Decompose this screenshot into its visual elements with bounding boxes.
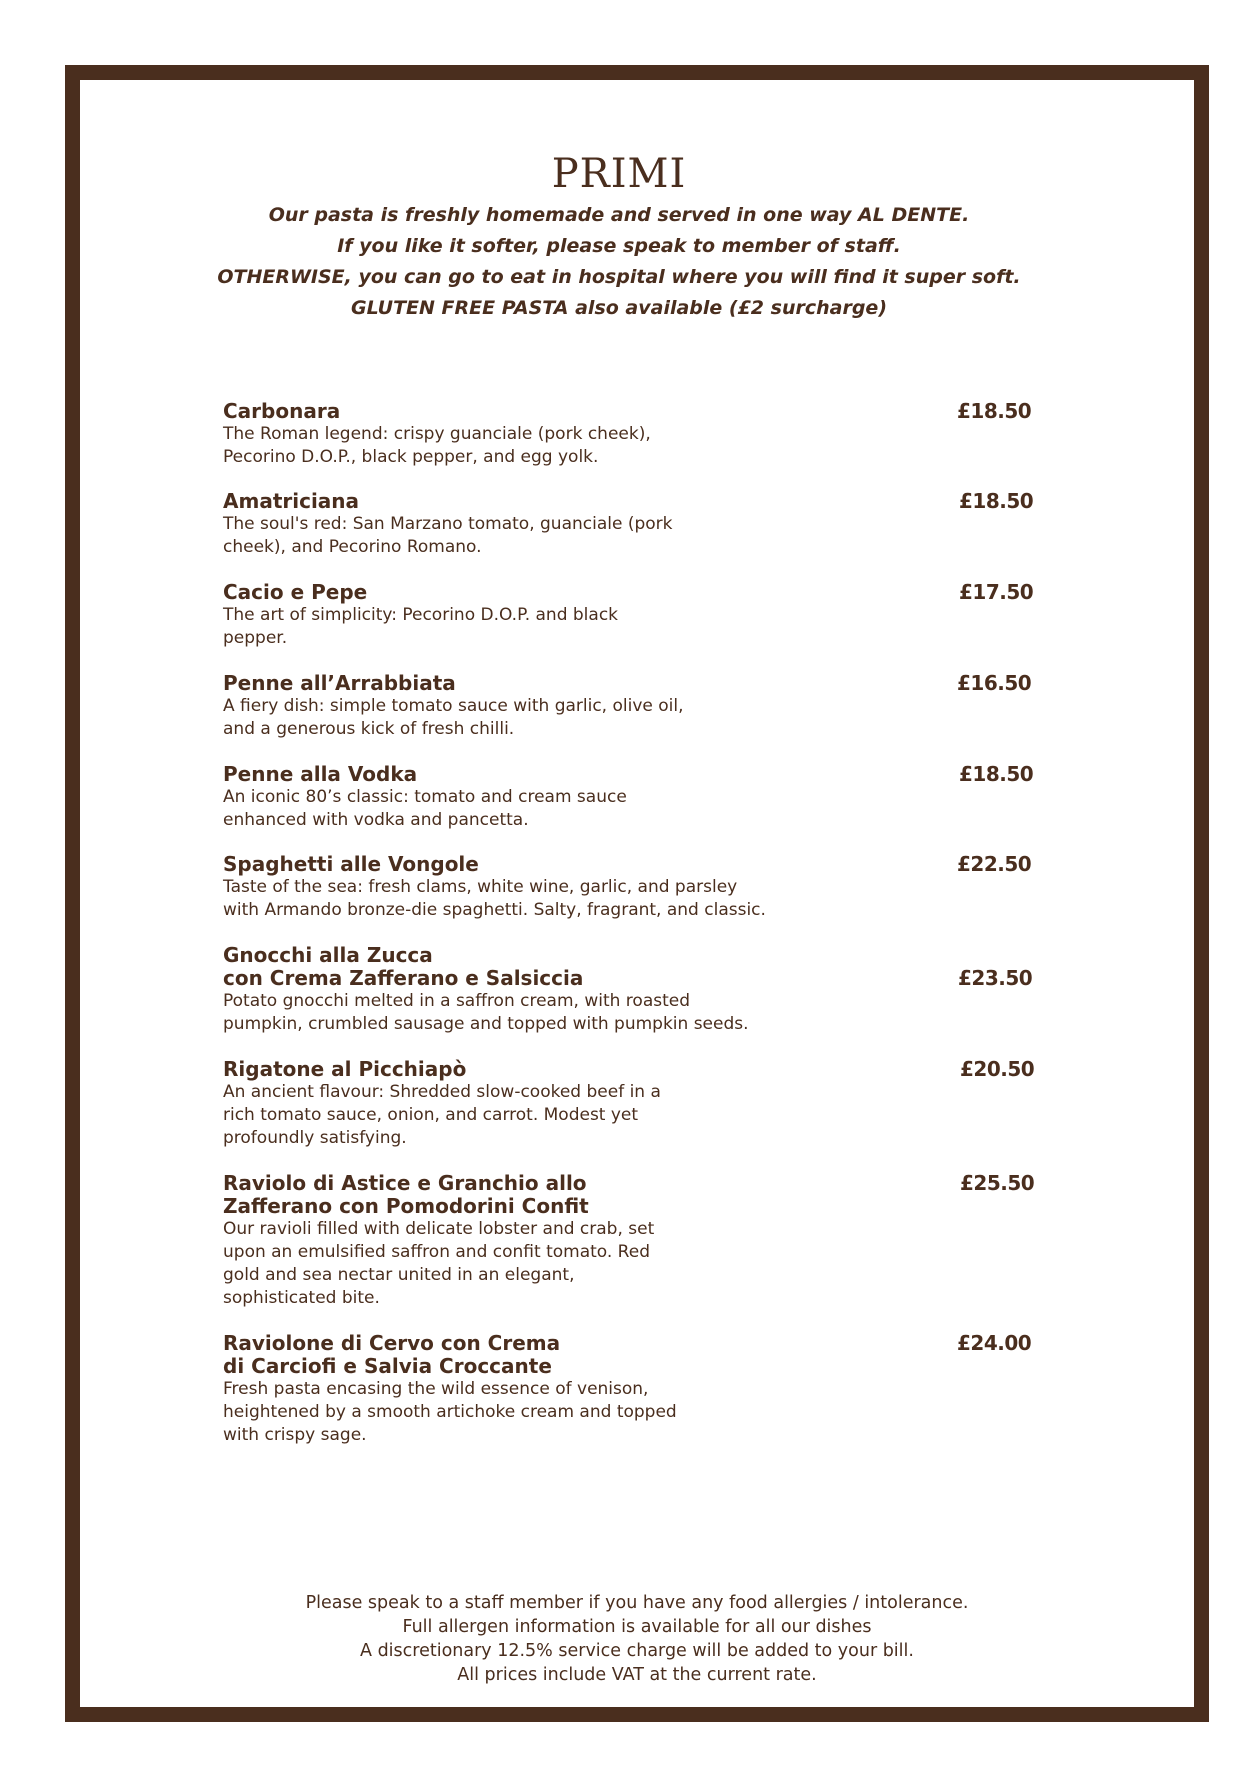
item-name-line: con Crema Zafferano e Salsiccia <box>223 966 584 990</box>
intro-line: GLUTEN FREE PASTA also available (£2 surcharge) <box>351 297 887 319</box>
item-name-line: Zafferano con Pomodorini Confit <box>223 1194 589 1218</box>
menu-item-raviolo-astice <box>223 1172 1023 1310</box>
item-price: £18.50 <box>959 489 1034 513</box>
item-description-line: with crispy sage. <box>223 1425 367 1445</box>
item-description-line: upon an emulsified saffron and confit tomato. Red <box>223 1242 650 1262</box>
item-description <box>223 1378 1023 1447</box>
item-description-line: Fresh pasta encasing the wild essence of venison, <box>223 1379 649 1399</box>
item-description-line: Our ravioli filled with delicate lobster and crab, set <box>223 1219 655 1239</box>
item-price: £16.50 <box>957 671 1032 695</box>
footer-allergy-note: Please speak to a staff member if you have any food allergies / intolerance. <box>305 1593 969 1613</box>
item-description <box>223 423 1023 469</box>
item-name-line: Penne alla Vodka <box>223 762 418 786</box>
item-price: £25.50 <box>960 1171 1035 1195</box>
item-description <box>223 695 1023 741</box>
item-name-line: Raviolone di Cervo con Crema <box>223 1331 561 1355</box>
item-description <box>223 1081 1023 1150</box>
footer-allergen-info: Full allergen information is available for all our dishes <box>402 1617 872 1637</box>
item-price: £23.50 <box>958 966 1033 990</box>
intro-text <box>0 200 1238 324</box>
item-description-line: profoundly satisfying. <box>223 1128 407 1148</box>
intro-line: OTHERWISE, you can go to eat in hospital where you will find it super soft. <box>217 266 1021 288</box>
item-price: £18.50 <box>959 762 1034 786</box>
intro-line: Our pasta is freshly homemade and served in one way AL DENTE. <box>268 204 970 226</box>
menu-item-spaghetti-vongole <box>223 853 1023 922</box>
item-name <box>223 944 1023 990</box>
item-price: £17.50 <box>959 580 1034 604</box>
page-title: PRIMI <box>551 151 687 197</box>
item-name-line: Penne all’Arrabbiata <box>223 671 456 695</box>
item-description-line: gold and sea nectar united in an elegant, <box>223 1265 575 1285</box>
item-price: £22.50 <box>957 852 1032 876</box>
item-description <box>223 990 1023 1036</box>
menu-item-penne-arrabbiata <box>223 672 1023 741</box>
item-description <box>223 513 1023 559</box>
item-description-line: cheek), and Pecorino Romano. <box>223 537 482 557</box>
item-description-line: A fiery dish: simple tomato sauce with garlic, olive oil, <box>223 696 684 716</box>
item-price: £18.50 <box>957 399 1032 423</box>
item-description-line: pepper. <box>223 628 288 648</box>
item-description <box>223 786 1023 832</box>
item-description-line: sophisticated bite. <box>223 1288 380 1308</box>
item-description-line: heightened by a smooth artichoke cream and topped <box>223 1402 677 1422</box>
footer-service-charge: A discretionary 12.5% service charge will be added to your bill. <box>360 1641 914 1661</box>
menu-item-penne-vodka <box>223 763 1023 832</box>
item-name <box>223 1058 1023 1081</box>
menu-item-gnocchi-zucca <box>223 944 1023 1036</box>
item-name-line: di Carciofi e Salvia Croccante <box>223 1354 552 1378</box>
menu-item-cacio-e-pepe <box>223 581 1023 650</box>
item-description-line: Potato gnocchi melted in a saffron cream, with roasted <box>223 991 691 1011</box>
item-price: £20.50 <box>960 1057 1035 1081</box>
item-name-line: Spaghetti alle Vongole <box>223 852 479 876</box>
item-description-line: The Roman legend: crispy guanciale (pork cheek), <box>223 424 651 444</box>
item-description-line: An ancient flavour: Shredded slow-cooked beef in a <box>223 1082 661 1102</box>
item-description-line: rich tomato sauce, onion, and carrot. Modest yet <box>223 1105 639 1125</box>
item-name-line: Raviolo di Astice e Granchio allo <box>223 1171 587 1195</box>
item-name <box>223 400 1023 423</box>
item-description <box>223 1218 1023 1310</box>
footer-vat-note: All prices include VAT at the current rate. <box>457 1665 817 1685</box>
menu-item-carbonara <box>223 400 1023 469</box>
item-description-line: An iconic 80’s classic: tomato and cream sauce <box>223 787 627 807</box>
intro-line: If you like it softer, please speak to member of staff. <box>337 235 901 257</box>
menu-item-raviolone-cervo <box>223 1332 1023 1447</box>
item-description-line: pumpkin, crumbled sausage and topped with pumpkin seeds. <box>223 1014 749 1034</box>
item-description <box>223 604 1023 650</box>
item-description <box>223 876 1023 922</box>
item-name-line: Rigatone al Picchiapò <box>223 1057 467 1081</box>
item-description-line: with Armando bronze-die spaghetti. Salty, fragrant, and classic. <box>223 900 766 920</box>
item-name-line: Gnocchi alla Zucca <box>223 943 433 967</box>
item-description-line: Pecorino D.O.P., black pepper, and egg yolk. <box>223 447 599 467</box>
item-name <box>223 853 1023 876</box>
item-description-line: The art of simplicity: Pecorino D.O.P. and black <box>223 605 619 625</box>
item-description-line: Taste of the sea: fresh clams, white wine, garlic, and parsley <box>223 877 738 897</box>
menu-item-amatriciana <box>223 490 1023 559</box>
item-name-line: Cacio e Pepe <box>223 580 368 604</box>
item-name <box>223 1332 1023 1378</box>
item-name <box>223 1172 1023 1218</box>
footer-notes <box>0 1591 1258 1687</box>
item-name <box>223 672 1023 695</box>
item-name-line: Amatriciana <box>223 489 360 513</box>
item-name-line: Carbonara <box>223 399 341 423</box>
menu-item-rigatone-picchiapo <box>223 1058 1023 1150</box>
item-price: £24.00 <box>957 1331 1032 1355</box>
item-description-line: and a generous kick of fresh chilli. <box>223 719 515 739</box>
item-name <box>223 490 1023 513</box>
item-description-line: enhanced with vodka and pancetta. <box>223 810 529 830</box>
item-name <box>223 581 1023 604</box>
item-description-line: The soul's red: San Marzano tomato, guanciale (pork <box>223 514 673 534</box>
item-name <box>223 763 1023 786</box>
